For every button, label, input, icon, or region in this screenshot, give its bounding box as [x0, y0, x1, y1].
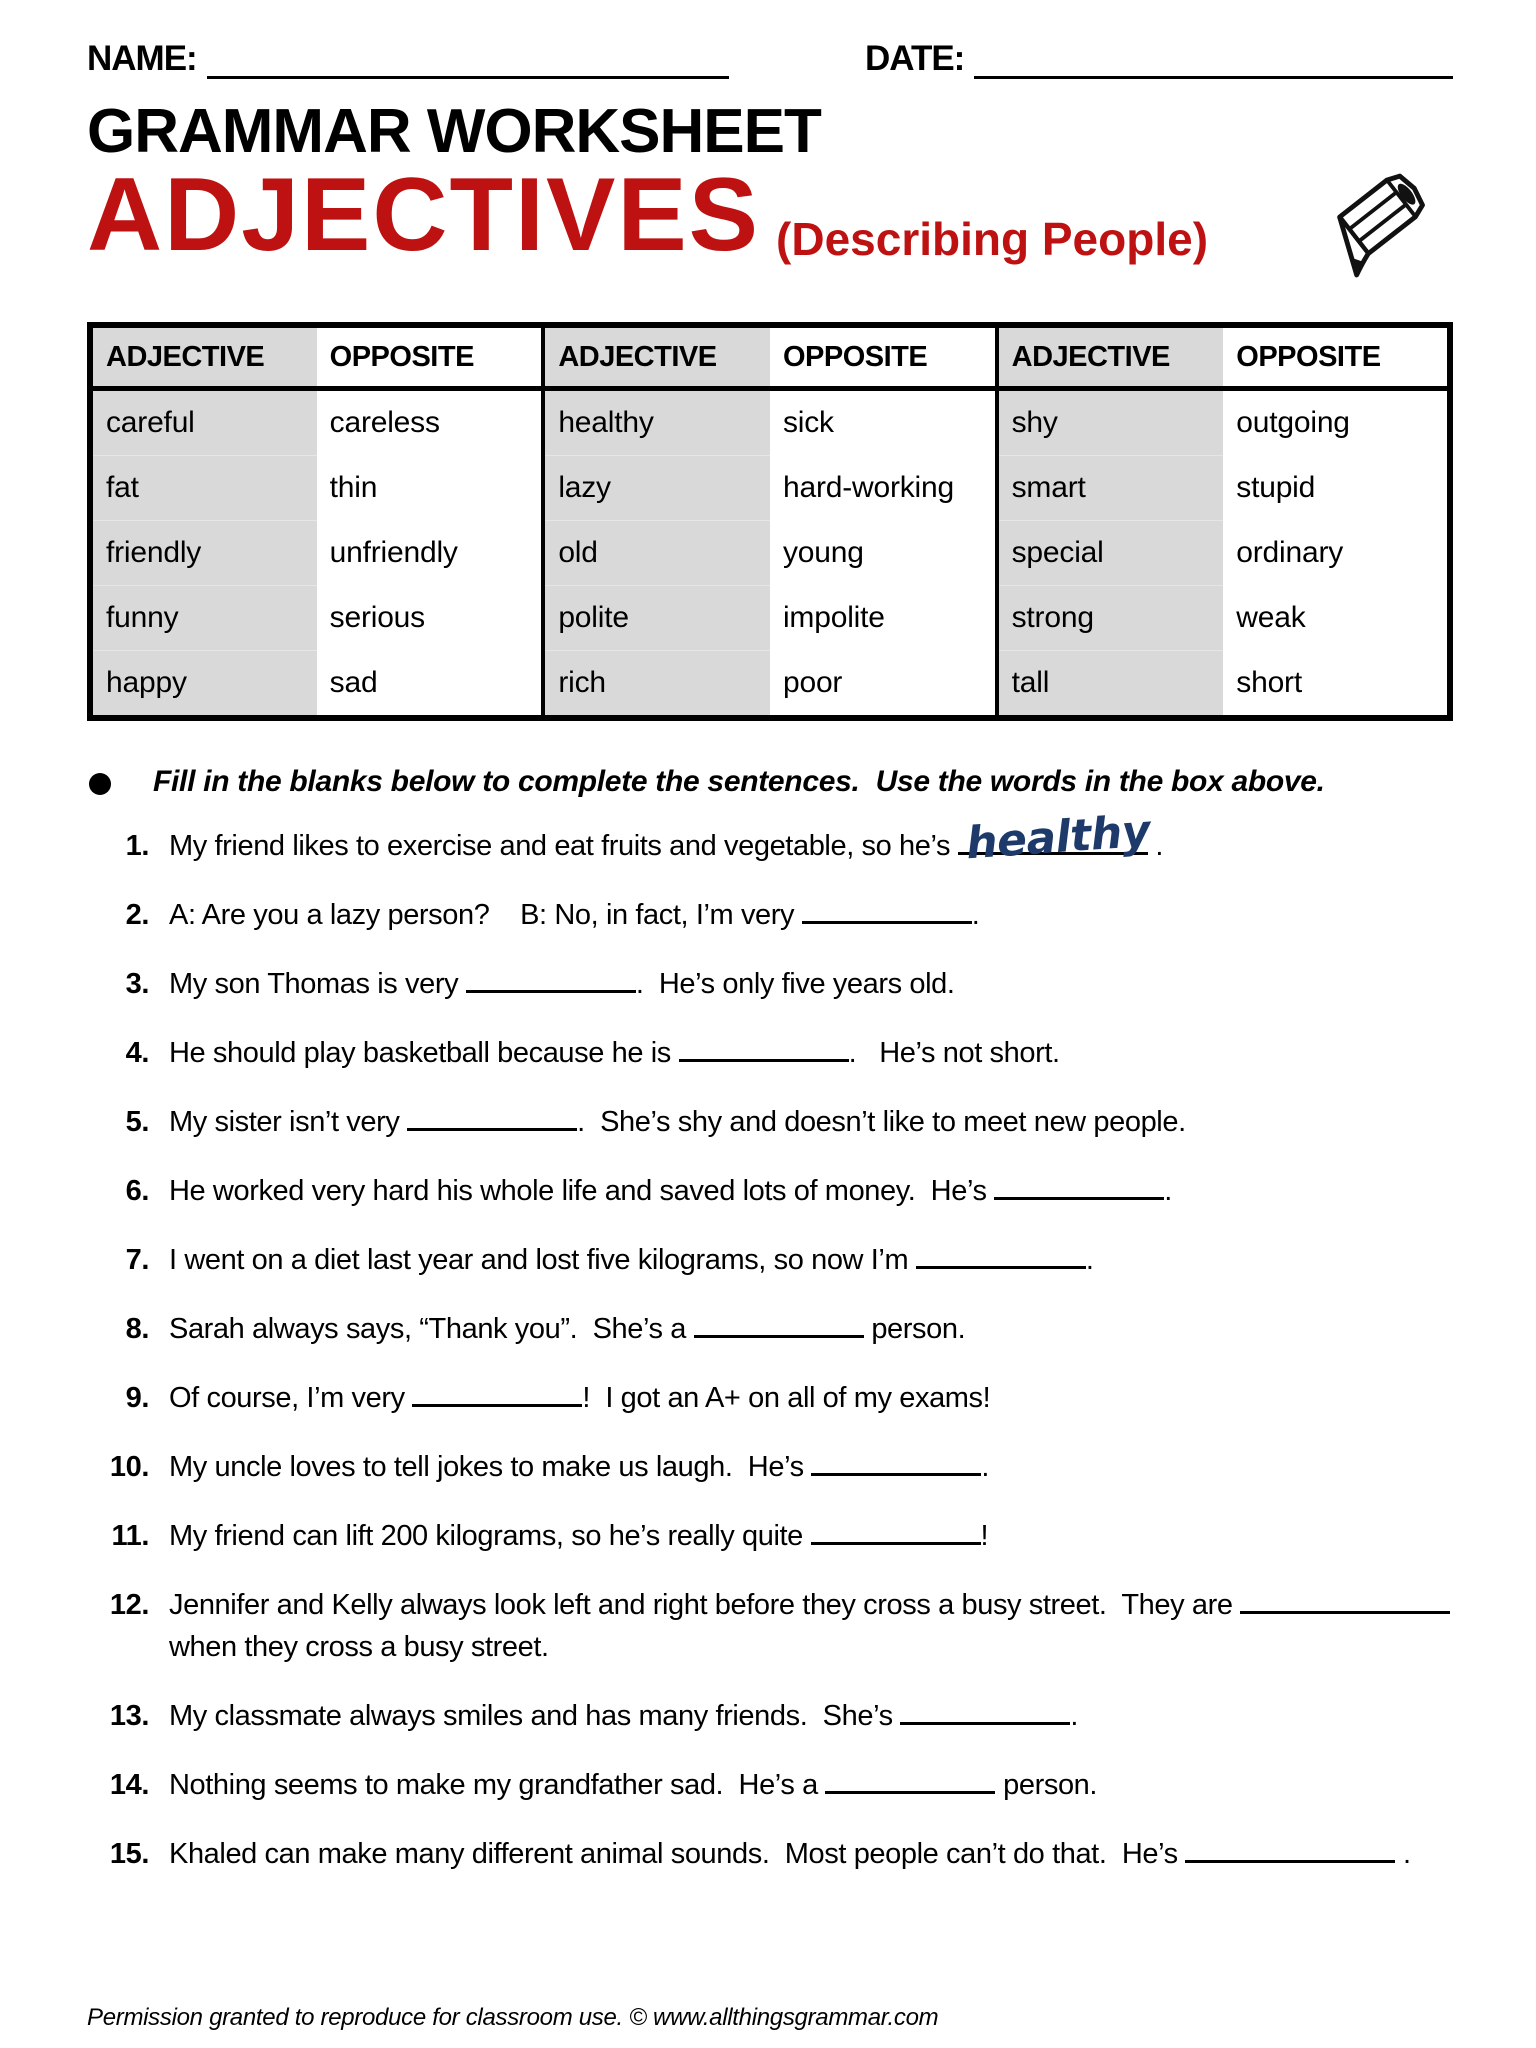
sentence-text: [169, 1833, 1453, 1875]
adjective-cell: careful: [90, 389, 317, 456]
sentence-number: 6.: [125, 1175, 149, 1208]
sentence-fragment: My sister isn’t very: [169, 1106, 408, 1139]
sentence-text: [169, 1032, 1453, 1074]
name-field: [87, 36, 729, 79]
sentence-text: [169, 894, 1453, 936]
answer-blank: [811, 1534, 981, 1545]
sentence-item: [87, 1170, 1453, 1212]
sentence-text: [169, 1170, 1453, 1212]
sentence-number: 10.: [109, 1451, 149, 1484]
sentence-item: [87, 1764, 1453, 1806]
sentence-item: [87, 1101, 1453, 1143]
sentence-text: [169, 1377, 1453, 1419]
column-header: OPPOSITE: [770, 325, 997, 389]
sentence-number: 14.: [109, 1769, 149, 1802]
answer-blank: [916, 1258, 1086, 1269]
sentence-number: 13.: [109, 1700, 149, 1733]
name-blank-line: [207, 36, 729, 79]
adjective-cell: funny: [90, 586, 317, 651]
sentence-fragment: My uncle loves to tell jokes to make us laugh. He’s: [169, 1451, 812, 1484]
sentence-fragment: person.: [995, 1769, 1098, 1802]
opposite-cell: short: [1236, 665, 1302, 699]
sentence-text: [169, 1695, 1453, 1737]
answer-blank: [407, 1120, 577, 1131]
column-header: ADJECTIVE: [543, 325, 770, 389]
sentence-number: 7.: [125, 1244, 149, 1277]
sentence-text: [169, 1584, 1458, 1668]
word-table-header: [90, 325, 1450, 389]
column-header: ADJECTIVE: [997, 325, 1224, 389]
adjective-cell: healthy: [543, 389, 770, 456]
adjective-cell: shy: [997, 389, 1224, 456]
sentence-number: 15.: [109, 1838, 149, 1871]
sentence-item: [87, 963, 1453, 1005]
answer-blank: [825, 1783, 995, 1794]
sentence-item: [87, 805, 1453, 870]
sentence-text: [169, 805, 1453, 870]
column-header: OPPOSITE: [317, 325, 544, 389]
adjective-cell: fat: [90, 456, 317, 521]
adjective-cell: strong: [997, 586, 1224, 651]
answer-blank: [412, 1396, 582, 1407]
sentence-text: [169, 963, 1453, 1005]
sentence-item: [87, 1239, 1453, 1281]
column-header: OPPOSITE: [1223, 325, 1450, 389]
adjective-cell: friendly: [90, 521, 317, 586]
sentence-text: [169, 1101, 1453, 1143]
sentence-fragment: .: [1164, 1175, 1172, 1208]
name-date-row: [87, 36, 1453, 79]
sentence-item: [87, 1377, 1453, 1419]
sentence-number: 9.: [125, 1382, 149, 1415]
sentence-fragment: .: [1070, 1700, 1079, 1733]
adjective-cell: happy: [90, 651, 317, 719]
sentence-number: 1.: [125, 830, 149, 863]
opposite-cell: stupid: [1236, 471, 1316, 505]
sentence-fragment: .: [1395, 1838, 1411, 1871]
answer-blank: [679, 1051, 849, 1062]
answer-blank: [900, 1714, 1070, 1725]
sentence-fragment: ! I got an A+ on all of my exams!: [582, 1382, 991, 1415]
table-row: [90, 456, 1450, 521]
adjective-cell: rich: [543, 651, 770, 719]
sentence-text: [169, 1308, 1453, 1350]
title-row: [87, 157, 1453, 280]
sentence-item: [87, 1695, 1453, 1737]
sentence-fragment: Of course, I’m very: [169, 1382, 413, 1415]
pencil-icon: [1303, 158, 1453, 280]
sentence-item: [87, 1584, 1458, 1668]
adjective-cell: tall: [997, 651, 1224, 719]
date-label: DATE:: [865, 39, 965, 78]
sentence-fragment: !: [980, 1520, 989, 1553]
answer-blank: [994, 1189, 1164, 1200]
word-table-body: [90, 389, 1450, 719]
sentence-fragment: Nothing seems to make my grandfather sad. He’s a: [169, 1769, 826, 1802]
sentence-text: [169, 1515, 1453, 1557]
name-label: NAME:: [87, 39, 197, 78]
opposite-cell: outgoing: [1236, 406, 1350, 440]
opposite-cell: hard-working: [782, 471, 954, 505]
table-row: [90, 586, 1450, 651]
opposite-cell: sick: [782, 406, 834, 440]
sentence-fragment: I went on a diet last year and lost five kilograms, so now I’m: [169, 1244, 916, 1277]
sentence-number: 4.: [125, 1037, 149, 1070]
instruction-text: Fill in the blanks below to complete the sentences. Use the words in the box above.: [153, 765, 1325, 799]
sentence-fragment: .: [971, 899, 980, 932]
sentence-fragment: A: Are you a lazy person? B: No, in fact, I’m very: [169, 899, 802, 932]
sentence-fragment: person.: [863, 1313, 966, 1346]
answer-blank: [466, 982, 636, 993]
opposite-cell: thin: [329, 471, 378, 505]
date-blank-line: [974, 36, 1453, 79]
sentence-fragment: Sarah always says, “Thank you”. She’s a: [169, 1313, 694, 1346]
worksheet-kicker-title: GRAMMAR WORKSHEET: [87, 97, 821, 166]
opposite-cell: weak: [1236, 601, 1306, 635]
table-row: [90, 651, 1450, 719]
sentence-fragment: . He’s only five years old.: [635, 968, 955, 1001]
sentence-item: [87, 1308, 1453, 1350]
page-title: ADJECTIVES: [87, 157, 761, 274]
sentence-fragment: Jennifer and Kelly always look left and right before they cross a busy street. They are: [169, 1589, 1241, 1622]
bullet-icon: [89, 773, 111, 795]
sentence-item: [87, 1032, 1453, 1074]
sentence-fragment: .: [1147, 830, 1164, 863]
sentence-number: 11.: [111, 1520, 149, 1553]
answer-blank: [958, 805, 1152, 870]
opposite-cell: serious: [329, 601, 425, 635]
sentence-item: [87, 1446, 1453, 1488]
table-row: [90, 521, 1450, 586]
date-field: [865, 36, 1453, 79]
sentence-fragment: . She’s shy and doesn’t like to meet new people.: [577, 1106, 1186, 1139]
sentence-fragment: Khaled can make many different animal sounds. Most people can’t do that. He’s: [169, 1838, 1186, 1871]
answer-blank: [802, 913, 972, 924]
word-table: [87, 322, 1453, 721]
column-header: ADJECTIVE: [90, 325, 317, 389]
sentence-number: 2.: [125, 899, 149, 932]
sentence-fragment: He should play basketball because he is: [169, 1037, 679, 1070]
sentence-number: 12.: [109, 1589, 149, 1622]
sentence-fragment: .: [981, 1451, 990, 1484]
sentence-number: 3.: [125, 968, 149, 1001]
table-row: [90, 389, 1450, 456]
answer-blank: [1240, 1603, 1450, 1614]
sentence-fragment: when they cross a busy street.: [169, 1589, 1458, 1664]
opposite-cell: careless: [329, 406, 440, 440]
sentence-text: [169, 1446, 1453, 1488]
opposite-cell: young: [782, 536, 864, 570]
sentence-number: 5.: [125, 1106, 149, 1139]
sentence-fragment: My classmate always smiles and has many friends. She’s: [169, 1700, 901, 1733]
sentence-text: [169, 1239, 1453, 1281]
page-subtitle: (Describing People): [776, 213, 1209, 266]
footer-copyright: Permission granted to reproduce for classroom use. © www.allthingsgrammar.com: [87, 2004, 939, 2031]
opposite-cell: sad: [329, 665, 378, 699]
answer-blank: [1185, 1852, 1395, 1863]
adjective-cell: old: [543, 521, 770, 586]
opposite-cell: unfriendly: [329, 536, 458, 570]
sentence-list: [87, 805, 1458, 1902]
adjective-cell: smart: [997, 456, 1224, 521]
sentence-fragment: . He’s not short.: [848, 1037, 1060, 1070]
sentence-fragment: My friend likes to exercise and eat fruits and vegetable, so he’s: [169, 830, 958, 863]
sentence-item: [87, 1515, 1453, 1557]
opposite-cell: ordinary: [1236, 536, 1344, 570]
opposite-cell: impolite: [782, 601, 885, 635]
handwritten-answer: healthy: [964, 805, 1152, 870]
sentence-item: [87, 894, 1453, 936]
answer-blank: [694, 1327, 864, 1338]
opposite-cell: poor: [782, 665, 843, 699]
adjective-cell: lazy: [543, 456, 770, 521]
sentence-text: [169, 1764, 1453, 1806]
sentence-fragment: .: [1085, 1244, 1094, 1277]
adjective-cell: polite: [543, 586, 770, 651]
instruction-row: [87, 765, 1453, 799]
sentence-fragment: My son Thomas is very: [169, 968, 466, 1001]
answer-blank: [811, 1465, 981, 1476]
sentence-number: 8.: [125, 1313, 149, 1346]
adjective-cell: special: [997, 521, 1224, 586]
sentence-fragment: He worked very hard his whole life and saved lots of money. He’s: [169, 1175, 995, 1208]
sentence-item: [87, 1833, 1453, 1875]
sentence-fragment: My friend can lift 200 kilograms, so he’s really quite: [169, 1520, 811, 1553]
